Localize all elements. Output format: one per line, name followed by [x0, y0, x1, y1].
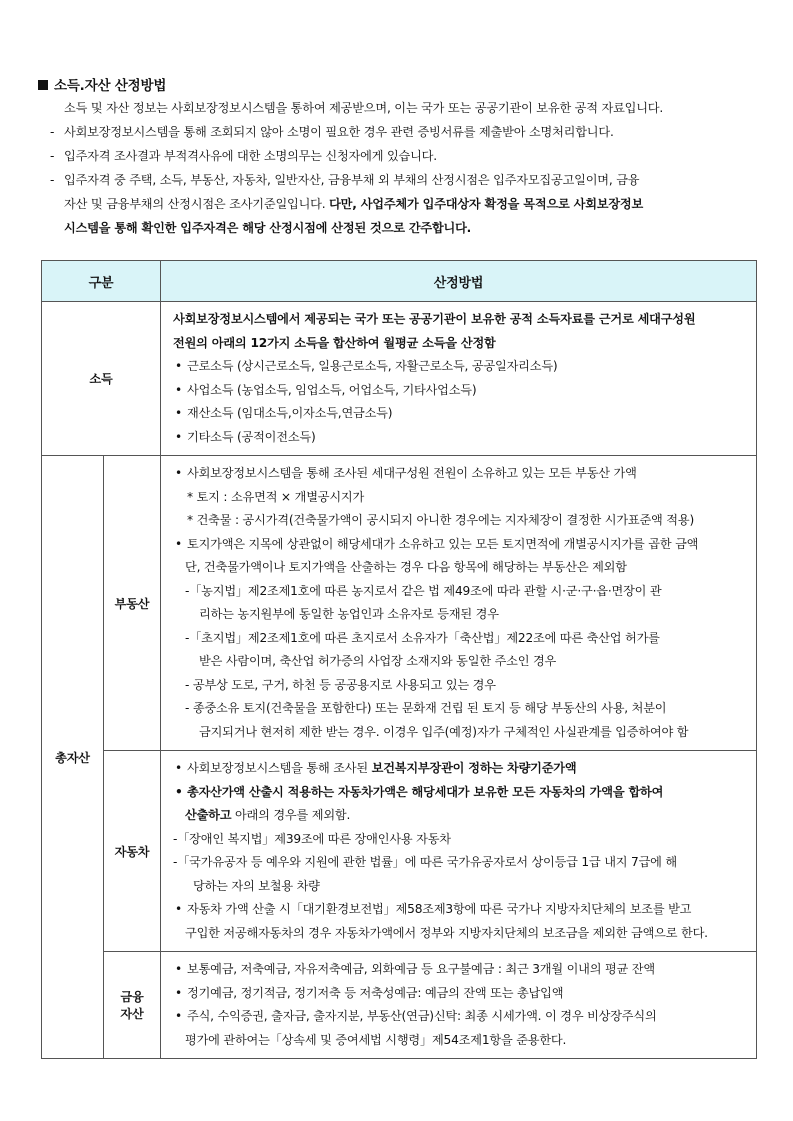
realestate-label: 부동산: [104, 456, 161, 751]
intro-item-cont: 시스템을 통해 확인한 입주자격은 해당 산정시점에 산정된 것으로 간주합니다.: [64, 221, 472, 235]
car-content: • 사회보장정보시스템을 통해 조사된 보건복지부장관이 정하는 차량기준가액 • 총자산가액 산출시 적용하는 자동차가액은 해당세대가 보유한 모든 자동차의 가액을 합하여 산출하고 아래의 경우를 제외함. -「장애인 복지법」제39조에 따른 장애인사용 자동차 -「국가유공자 등 예우와 지원에 관한 법률」에 따른 국가유공자로서 상이등급 1급 내지 7급에 해 당하는 자의 보철용 차량 • 자동차 가액 산출 시「대기환경보전법」제58조제3항에 따른 국가나 지방자치단체의 보조를 받고 구입한 저공해자동차의 경우 자동차가액에서 정부와 지방자치단체의 보조금을 제외한 금액으로 한다.: [161, 751, 757, 952]
list-item: • 기타소득 (공적이전소득): [175, 429, 316, 444]
realestate-content: • 사회보장정보시스템을 통해 조사된 세대구성원 전원이 소유하고 있는 모든 부동산 가액 * 토지 : 소유면적 × 개별공시지가 * 건축물 : 공시가격(건축물가액이 공시되지 아니한 경우에는 지자체장이 결정한 시가표준액 적용) • 토지가액은 지목에 상관없이 해당세대가 소유하고 있는 모든 토지면적에 개별공시지가를 곱한 금액 단, 건축물가액이나 토지가액을 산출하는 경우 다음 항목에 해당하는 부동산은 제외함 -「농지법」제2조제1호에 따른 농지로서 같은 법 제49조에 따라 관할 시·군·구·읍·면장이 관 리하는 농지원부에 동일한 농업인과 소유자로 등재된 경우 -「초지법」제2조제1호에 따른 초지로서 소유자가「축산법」제22조에 따른 축산업 허가를 받은 사람이며, 축산업 허가증의 사업장 소재지와 동일한 주소인 경우 - 공부상 도로, 구거, 하천 등 공공용지로 사용되고 있는 경우 - 종중소유 토지(건축물을 포함한다) 또는 문화재 건립 된 토지 등 해당 부동산의 사용, 처분이 금지되거나 현저히 제한 받는 경우. 이경우 입주(예정)자가 구체적인 사실관계를 입증하여야 함: [161, 456, 757, 751]
financial-row: [42, 952, 757, 1059]
list-item: • 재산소득 (임대소득,이자소득,연금소득): [175, 406, 393, 420]
car-label: 자동차: [104, 751, 161, 952]
intro-item: - 입주자격 중 주택, 소득, 부동산, 자동차, 일반자산, 금융부채 외 부채의 산정시점은 입주자모집공고일이며, 금융: [50, 173, 640, 187]
list-item: • 근로소득 (상시근로소득, 일용근로소득, 자활근로소득, 공공일자리소득): [175, 359, 558, 373]
realestate-row: [42, 456, 757, 751]
car-row: [42, 751, 757, 952]
assets-label: 총자산: [42, 456, 104, 1059]
header-category: 구분: [42, 261, 161, 302]
intro-lead: 소득 및 자산 정보는 사회보장정보시스템을 통하여 제공받으며, 이는 국가 또는 공공기관이 보유한 공적 자료입니다.: [64, 101, 664, 115]
financial-label: 금융 자산: [104, 952, 161, 1059]
income-content: 사회보장정보시스템에서 제공되는 국가 또는 공공기관이 보유한 공적 소득자료를 근거로 세대구성원 전원의 아래의 12가지 소득을 합산하여 월평균 소득을 산정함 • 근로소득 (상시근로소득, 일용근로소득, 자활근로소득, 공공일자리소득) • 사업소득 (농업소득, 임업소득, 어업소득, 기타사업소득) • 재산소득 (임대소득,이자소득,연금소득) • 기타소득 (공적이전소득): [161, 302, 757, 456]
financial-content: • 보통예금, 저축예금, 자유저축예금, 외화예금 등 요구불예금 : 최근 3개월 이내의 평균 잔액 • 정기예금, 정기적금, 정기저축 등 저축성예금: 예금의 잔액 또는 총납입액 • 주식, 수익증권, 출자금, 출자지분, 부동산(연금)신탁: 최종 시세가액. 이 경우 비상장주식의 평가에 관하여는「상속세 및 증여세법 시행령」제54조제1항을 준용한다.: [161, 952, 757, 1059]
calculation-table: [41, 260, 757, 1059]
intro-item-cont: 자산 및 금융부채의 산정시점은 조사기준일입니다. 다만, 사업주체가 입주대상자 확정을 목적으로 사회보장정보: [64, 197, 644, 211]
intro-item: - 사회보장정보시스템을 통해 조회되지 않아 소명이 필요한 경우 관련 증빙서류를 제출받아 소명처리합니다.: [50, 125, 614, 139]
intro-block: [38, 96, 760, 240]
header-method: 산정방법: [161, 261, 757, 302]
list-item: • 사업소득 (농업소득, 임업소득, 어업소득, 기타사업소득): [175, 382, 477, 397]
income-label: 소득: [42, 302, 161, 456]
square-bullet-icon: [38, 80, 48, 90]
intro-item: - 입주자격 조사결과 부적격사유에 대한 소명의무는 신청자에게 있습니다.: [50, 149, 437, 163]
table-header-row: [42, 261, 757, 302]
section-heading: [38, 74, 166, 94]
section-heading-text: 소득.자산 산정방법: [54, 78, 167, 94]
income-row: [42, 302, 757, 456]
